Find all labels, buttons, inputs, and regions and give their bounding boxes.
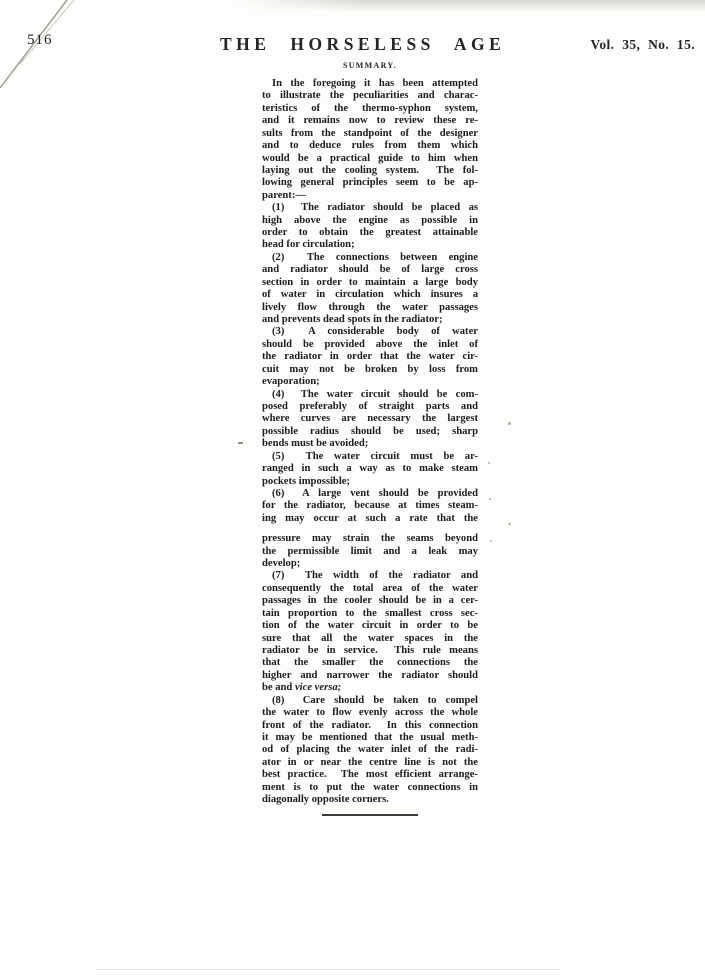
text-line: that the smaller the connections the <box>262 657 478 669</box>
text-line: head for circulation; <box>262 239 355 251</box>
text-line: high above the engine as possible in <box>262 214 478 226</box>
text-line: for the radiator, because at times steam- <box>262 500 478 512</box>
page-number: 516 <box>27 32 53 48</box>
paragraph <box>262 326 478 388</box>
text-line: sure that all the water spaces in the <box>262 632 478 644</box>
text-line: pockets impossible; <box>262 475 350 487</box>
article-column <box>262 61 478 816</box>
text-line: (4) The water circuit should be com- <box>272 388 478 400</box>
scan-speck <box>489 498 491 500</box>
text-line: laying out the cooling system. The fol- <box>262 164 478 176</box>
text-line: to illustrate the peculiarities and charac- <box>262 90 478 102</box>
text-line: (1) The radiator should be placed as <box>272 202 478 214</box>
scan-artifact-line <box>95 969 560 970</box>
text-line: be and vice versa; <box>262 682 342 694</box>
text-line: (6) A large vent should be provided <box>272 487 478 499</box>
paragraph <box>262 570 478 694</box>
volume-issue: Vol. 35, No. 15. <box>590 37 695 52</box>
text-line: and radiator should be of large cross <box>262 264 478 276</box>
text-line: (5) The water circuit must be ar- <box>272 450 478 462</box>
text-line: should be provided above the inlet of <box>262 338 478 350</box>
text-line: order to obtain the greatest attainable <box>262 227 478 239</box>
paragraph <box>262 451 478 488</box>
text-line: (3) A considerable body of water <box>272 326 478 338</box>
text-line: the water to flow evenly across the whole <box>262 707 478 719</box>
paragraph <box>262 389 478 451</box>
text-line: front of the radiator. In this connection <box>262 719 478 731</box>
text-line: (8) Care should be taken to compel <box>272 694 478 706</box>
text-line: higher and narrower the radiator should <box>262 669 478 681</box>
text-line: develop; <box>262 558 301 570</box>
scan-speck <box>488 462 490 464</box>
text-line: best practice. The most efficient arrange- <box>262 769 478 781</box>
text-line: ranged in such a way as to make steam <box>262 463 478 475</box>
text-line: it may be mentioned that the usual meth- <box>262 731 478 743</box>
text-line: tion of the water circuit in order to be <box>262 620 478 632</box>
section-heading: SUMMARY. <box>342 61 398 70</box>
scan-speck <box>490 540 492 542</box>
text-line: (2) The connections between engine <box>272 251 478 263</box>
text-line: of water in circulation which insures a <box>262 289 478 301</box>
text-line: radiator be in service. This rule means <box>262 644 478 656</box>
scan-speck <box>238 442 243 444</box>
text-line: (7) The width of the radiator and <box>272 570 478 582</box>
text-line: possible radius should be used; sharp <box>262 425 478 437</box>
text-line: where curves are necessary the largest <box>262 413 478 425</box>
paragraph <box>262 533 478 570</box>
text-line: ing may occur at such a rate that the <box>262 512 478 524</box>
text-line: and prevents dead spots in the radiator; <box>262 314 443 326</box>
text-line: tain proportion to the smallest cross sec- <box>262 607 478 619</box>
end-divider <box>322 814 418 816</box>
text-line: lively flow through the water passages <box>262 301 478 313</box>
text-line: bends must be avoided; <box>262 438 369 450</box>
paragraph <box>262 695 478 807</box>
text-line: posed preferably of straight parts and <box>262 400 478 412</box>
paragraph <box>262 488 478 525</box>
text-line: teristics of the thermo-syphon system, <box>262 102 478 114</box>
text-line: parent:— <box>262 189 306 201</box>
paragraph <box>262 78 478 202</box>
text-line: cuit may not be broken by loss from <box>262 363 478 375</box>
text-line: and it remains now to review these re- <box>262 115 478 127</box>
text-line: the permissible limit and a leak may <box>262 545 478 557</box>
text-line: ment is to put the water connections in <box>262 781 478 793</box>
journal-title: THE HORSELESS AGE <box>220 34 506 54</box>
text-line: consequently the total area of the water <box>262 582 478 594</box>
text-line: ator in or near the centre line is not the <box>262 756 478 768</box>
scan-speck <box>508 523 511 525</box>
article-body <box>262 78 478 806</box>
paragraph <box>262 202 478 252</box>
text-line: lowing general principles seem to be ap- <box>262 177 478 189</box>
scan-shadow <box>235 0 705 12</box>
text-line: pressure may strain the seams beyond <box>262 533 478 545</box>
text-line: od of placing the water inlet of the radi- <box>262 744 478 756</box>
text-line: and to deduce rules from them which <box>262 140 478 152</box>
page-fold-crease <box>0 0 200 120</box>
text-line: passages in the cooler should be in a cer- <box>262 595 478 607</box>
scan-speck <box>508 422 511 425</box>
text-line: In the foregoing it has been attempted <box>272 78 478 89</box>
text-line: diagonally opposite corners. <box>262 794 389 806</box>
text-line: the radiator in order that the water cir- <box>262 351 478 363</box>
paragraph <box>262 252 478 327</box>
text-line: would be a practical guide to him when <box>262 152 478 164</box>
text-line: evaporation; <box>262 376 320 388</box>
text-line: section in order to maintain a large body <box>262 276 478 288</box>
text-line: sults from the standpoint of the designer <box>262 127 478 139</box>
